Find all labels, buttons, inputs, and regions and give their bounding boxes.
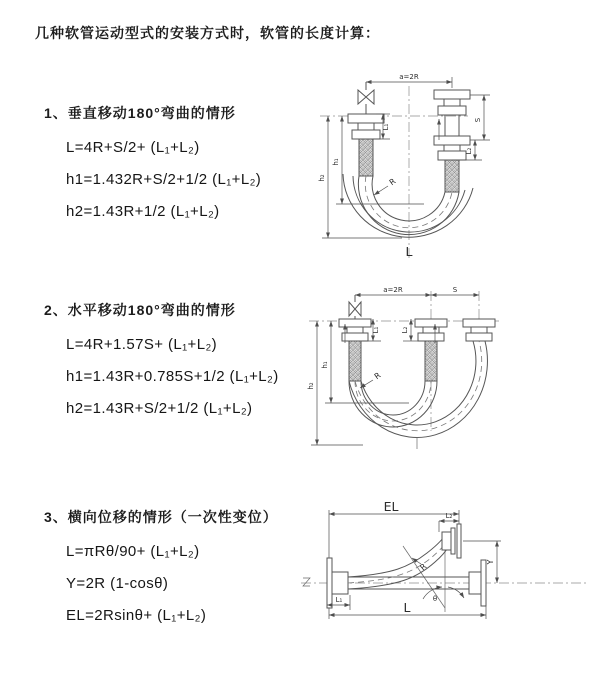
- dim-label-l1: L₁: [372, 326, 380, 334]
- middle-flange: [415, 319, 447, 381]
- dim-label-l2: L₂: [401, 326, 409, 334]
- radius-label: R: [418, 561, 429, 573]
- section-3-heading: 3、横向位移的情形（一次性变位）: [44, 509, 278, 525]
- hose-u-curves: [349, 341, 487, 437]
- formula-h1: h1=1.43R+0.785S+1/2 (L₁+L₂): [66, 368, 279, 385]
- dim-label-l1: L₁: [382, 123, 390, 131]
- diagram-lateral-displacement: [293, 498, 595, 635]
- right-flange-upper: [434, 90, 470, 136]
- formula-length: L=4R+S/2+ (L₁+L₂): [66, 139, 200, 156]
- section-3-formulas: [66, 536, 278, 632]
- dim-label-l1: L₁: [335, 596, 343, 604]
- displaced-hose: [348, 538, 449, 589]
- formula-h2: h2=1.43R+S/2+1/2 (L₁+L₂): [66, 400, 253, 417]
- dim-label-el: EL: [383, 499, 399, 514]
- formula-h2: h2=1.43R+1/2 (L₁+L₂): [66, 203, 220, 220]
- dim-label-a2r: a=2R: [383, 286, 403, 294]
- formula-h1: h1=1.432R+S/2+1/2 (L₁+L₂): [66, 171, 262, 188]
- right-flange-moved: [463, 319, 495, 341]
- page-title: 几种软管运动型式的安装方式时，软管的长度计算：: [35, 25, 380, 41]
- dim-label-l2: L₂: [445, 512, 453, 520]
- angle-label-theta: θ: [432, 595, 438, 603]
- section-1-formulas: [66, 132, 261, 228]
- diagram-horizontal-180-bend: [301, 281, 541, 466]
- dim-label-h1: h₁: [321, 361, 329, 369]
- dim-label-h2: h₂: [318, 174, 326, 182]
- formula-length: L=4R+1.57S+ (L₁+L₂): [66, 336, 218, 353]
- formula-length: L=πRθ/90+ (L₁+L₂): [66, 543, 200, 560]
- left-flange: [348, 114, 384, 176]
- formula-y: Y=2R (1-cosθ): [66, 575, 169, 592]
- dim-label-s: S: [474, 117, 482, 123]
- section-1: [44, 103, 261, 228]
- centerline-break-symbol: [303, 578, 310, 586]
- formula-el: EL=2Rsinθ+ (L₁+L₂): [66, 607, 207, 624]
- section-2-formulas: [66, 329, 279, 425]
- diagram-vertical-180-bend: [306, 66, 556, 266]
- section-1-heading: 1、垂直移动180°弯曲的情形: [44, 105, 236, 121]
- dim-label-l: L: [403, 600, 411, 615]
- dim-label-h2: h₂: [307, 382, 315, 390]
- radius-label: R: [387, 176, 398, 188]
- left-flange: [339, 319, 371, 381]
- section-2: [44, 300, 279, 425]
- section-3: [44, 507, 278, 632]
- dim-label-y: Y: [486, 559, 495, 565]
- length-label: L: [405, 244, 413, 259]
- dim-label-a2r: a=2R: [399, 73, 419, 81]
- right-flange-lower: [434, 136, 470, 192]
- dim-label-l2: L₂: [465, 147, 473, 155]
- section-2-heading: 2、水平移动180°弯曲的情形: [44, 302, 236, 318]
- dim-label-h1: h₁: [332, 158, 340, 166]
- radius-label: R: [372, 370, 383, 382]
- valve-icon: [349, 295, 361, 319]
- dim-label-s: S: [452, 286, 458, 294]
- valve-icon: [358, 82, 374, 114]
